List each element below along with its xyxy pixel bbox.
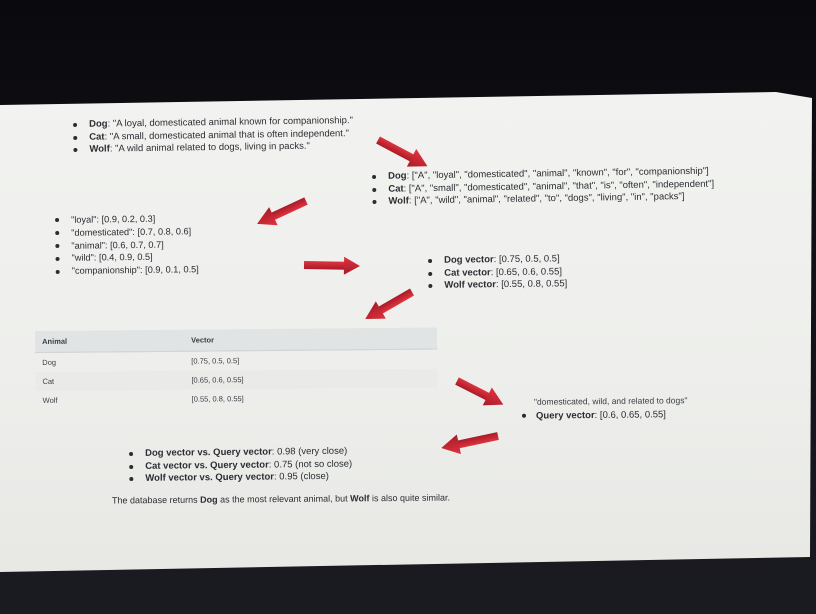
arrow-right-down-icon [373,131,432,175]
list-item: Cat vector vs. Query vector: 0.75 (not so close) [128,458,352,473]
list-item: Wolf vector: [0.55, 0.8, 0.55] [427,278,567,292]
list-item: Dog vector: [0.75, 0.5, 0.5] [427,253,567,267]
query-vector: Query vector: [0.6, 0.65, 0.55] [522,409,666,422]
list-item: Cat: "A small, domesticated animal that is often independent." [72,128,353,144]
table-cell: [0.55, 0.8, 0.55] [191,394,244,404]
list-item: "wild": [0.4, 0.9, 0.5] [54,251,198,266]
list-item: Wolf: "A wild animal related to dogs, living in packs." [72,140,353,156]
list-item: Dog: "A loyal, domesticated animal known for companionship." [72,115,353,131]
table-cell: Wolf [42,395,58,405]
table-cell: [0.75, 0.5, 0.5] [191,356,240,366]
conclusion-text: The database returns Dog as the most relevant animal, but Wolf is also quite similar. [111,492,451,506]
list-item: "companionship": [0.9, 0.1, 0.5] [55,263,199,278]
arrow-left-icon [439,426,500,458]
arrow-left-down-icon [253,192,310,233]
arrow-right-down-icon [452,372,507,413]
list-item: Dog: ["A", "loyal", "domesticated", "animal", "known", "for", "companionship"] [371,166,714,184]
column-header: Animal [35,330,184,353]
column-header: Vector [184,327,437,351]
list-item: "domesticated": [0.7, 0.8, 0.6] [54,225,198,240]
table-cell: Cat [42,376,55,386]
list-item: "loyal": [0.9, 0.2, 0.3] [54,212,198,227]
query-text: "domesticated, wild, and related to dogs" [533,395,688,407]
table-cell: Dog [42,357,57,367]
arrow-left-down-icon [360,283,417,327]
list-item: Wolf vector vs. Query vector: 0.95 (close) [128,471,352,486]
arrow-right-icon [304,256,360,275]
list-item: Wolf: ["A", "wild", "animal", "related", "to", "dogs", "living", "in", "packs"] [371,191,714,209]
list-item: Cat: ["A", "small", "domesticated", "animal", "that", "is", "often", "independent"] [371,178,714,196]
list-item: Cat vector: [0.65, 0.6, 0.55] [427,266,567,280]
table-cell: [0.65, 0.6, 0.55] [191,375,244,385]
list-item: Dog vector vs. Query vector: 0.98 (very close) [128,446,352,461]
list-item: "animal": [0.6, 0.7, 0.7] [54,238,198,253]
